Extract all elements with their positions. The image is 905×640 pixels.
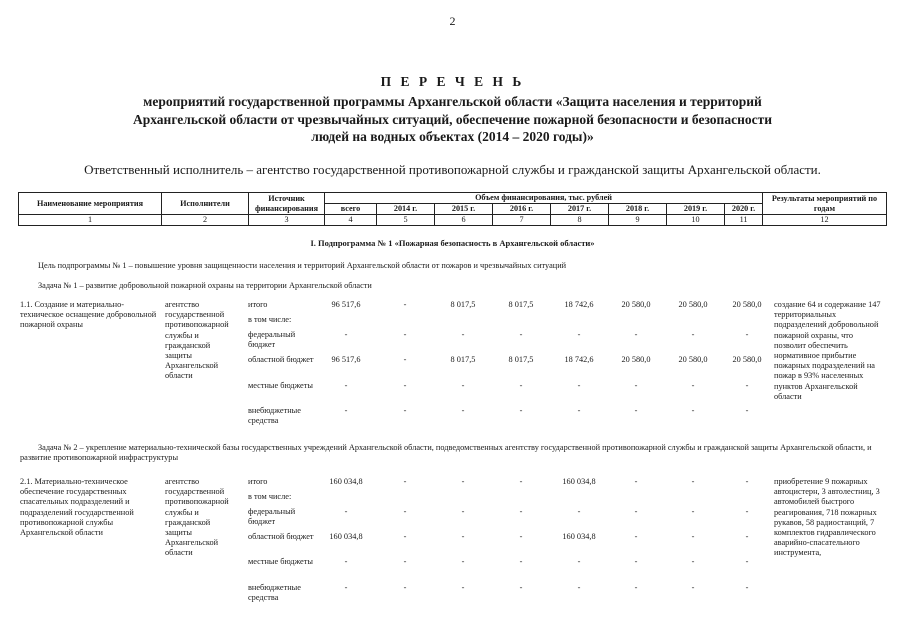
funding-value: -: [634, 532, 638, 541]
funding-value: -: [344, 507, 348, 516]
col-number: 3: [249, 215, 325, 226]
source-federal-label: федеральный бюджет: [248, 507, 296, 527]
funding-value: -: [634, 406, 638, 415]
funding-value: 160 034,8: [562, 532, 596, 541]
funding-value: -: [691, 406, 695, 415]
funding-value: -: [344, 406, 348, 415]
item1-result: создание 64 и содержание 147 территориальных подразделений добровольной пожарной охраны, что позволит обеспечить нормативное прибытие пожарных подразделений на пожар в 93% населенных пунктов Архангельской области: [774, 300, 881, 401]
source-regional-label: областной бюджет: [248, 355, 314, 364]
funding-value: -: [461, 557, 465, 566]
funding-value: -: [745, 406, 749, 415]
funding-value: -: [691, 557, 695, 566]
header-table: [18, 192, 887, 226]
source-extra-label: внебюджетные средства: [248, 406, 301, 426]
funding-value: -: [403, 300, 407, 309]
item2-name: 2.1. Материально-техническое обеспечение государственных спасательных подразделений и подразделений государственной противопожарной службы Архангельской области: [20, 477, 134, 538]
funding-value: 96 517,6: [331, 355, 361, 364]
funding-value: 20 580,0: [621, 300, 651, 309]
source-local-label: местные бюджеты: [248, 557, 313, 566]
task2-text: Задача № 2 – укрепление материально-технической базы государственных учреждений Архангельской области, подведомственных агентству государственной противопожарной службы и гражданской защиты Архангельской области, и развитие противопожарной инфраструктуры: [20, 443, 872, 463]
col-number: 1: [19, 215, 162, 226]
funding-value: -: [403, 406, 407, 415]
funding-value: -: [403, 583, 407, 592]
source-extra-label: внебюджетные средства: [248, 583, 301, 603]
item1-name: 1.1. Создание и материально-техническое оснащение добровольной пожарной охраны: [20, 300, 157, 330]
funding-value: 20 580,0: [732, 300, 762, 309]
funding-value: -: [634, 507, 638, 516]
col-header-year: 2016 г.: [493, 204, 551, 215]
funding-value: -: [691, 507, 695, 516]
funding-value: 20 580,0: [678, 300, 708, 309]
funding-value: -: [519, 532, 523, 541]
funding-value: -: [577, 381, 581, 390]
col-number: 4: [325, 215, 377, 226]
col-header-year: 2014 г.: [377, 204, 435, 215]
col-header-year: 2020 г.: [725, 204, 763, 215]
funding-value: -: [403, 557, 407, 566]
funding-value: -: [403, 330, 407, 339]
funding-value: -: [403, 532, 407, 541]
funding-value: -: [634, 583, 638, 592]
item1-executor: агентство государственной противопожарной службы и гражданской защиты Архангельской области: [165, 300, 229, 381]
funding-value: 20 580,0: [621, 355, 651, 364]
funding-value: -: [577, 583, 581, 592]
source-regional-label: областной бюджет: [248, 532, 314, 541]
funding-value: 96 517,6: [331, 300, 361, 309]
source-federal-label: федеральный бюджет: [248, 330, 296, 350]
funding-value: 20 580,0: [732, 355, 762, 364]
funding-value: -: [519, 381, 523, 390]
funding-value: 8 017,5: [450, 355, 476, 364]
item2-executor: агентство государственной противопожарной службы и гражданской защиты Архангельской области: [165, 477, 229, 558]
source-total-label: итого: [248, 300, 268, 309]
funding-value: 18 742,6: [564, 355, 594, 364]
col-header-year: 2018 г.: [609, 204, 667, 215]
funding-value: -: [577, 557, 581, 566]
funding-value: -: [344, 330, 348, 339]
funding-value: 18 742,6: [564, 300, 594, 309]
funding-value: -: [634, 381, 638, 390]
funding-value: -: [344, 583, 348, 592]
funding-value: -: [461, 381, 465, 390]
col-header-name: Наименование мероприятия: [19, 193, 162, 215]
funding-value: -: [745, 477, 749, 486]
funding-value: 8 017,5: [508, 355, 534, 364]
funding-value: -: [634, 330, 638, 339]
funding-value: 160 034,8: [329, 477, 363, 486]
source-local-label: местные бюджеты: [248, 381, 313, 390]
funding-value: 20 580,0: [678, 355, 708, 364]
page-number: 2: [449, 14, 456, 28]
col-number: 8: [551, 215, 609, 226]
funding-value: -: [634, 477, 638, 486]
funding-value: -: [461, 507, 465, 516]
subprogram-heading: I. Подпрограмма № 1 «Пожарная безопасность в Архангельской области»: [310, 238, 595, 248]
task1-text: Задача № 1 – развитие добровольной пожарной охраны на территории Архангельской области: [38, 281, 372, 290]
funding-value: -: [691, 381, 695, 390]
col-number: 6: [435, 215, 493, 226]
source-incl-label: в том числе:: [248, 315, 292, 324]
funding-value: -: [519, 406, 523, 415]
goal-text: Цель подпрограммы № 1 – повышение уровня защищенности населения и территорий Архангельской области от пожаров и чрезвычайных ситуаций: [38, 261, 567, 270]
funding-value: -: [344, 557, 348, 566]
funding-value: -: [403, 381, 407, 390]
funding-value: -: [577, 406, 581, 415]
funding-value: -: [403, 477, 407, 486]
document-subtitle: мероприятий государственной программы Архангельской области «Защита населения и территорий Архангельской области от чрезвычайных ситуаций, обеспечение пожарной безопасности и безопасности людей на водных объектах (2014 – 2020 годы)»: [132, 94, 773, 144]
source-incl-label: в том числе:: [248, 492, 292, 501]
funding-value: -: [461, 406, 465, 415]
funding-value: -: [691, 583, 695, 592]
funding-value: 160 034,8: [562, 477, 596, 486]
col-number: 7: [493, 215, 551, 226]
funding-value: -: [519, 477, 523, 486]
funding-value: 8 017,5: [508, 300, 534, 309]
funding-value: -: [519, 330, 523, 339]
funding-value: -: [344, 381, 348, 390]
document-title: П Е Р Е Ч Е Н Ь: [380, 74, 525, 89]
col-number: 10: [667, 215, 725, 226]
col-header-results: Результаты мероприятий по годам: [763, 193, 887, 215]
funding-value: -: [461, 330, 465, 339]
funding-value: -: [745, 557, 749, 566]
col-header-source: Источник финансирования: [249, 193, 325, 215]
funding-value: -: [461, 532, 465, 541]
funding-value: -: [745, 532, 749, 541]
funding-value: -: [745, 381, 749, 390]
funding-value: 8 017,5: [450, 300, 476, 309]
funding-value: -: [577, 330, 581, 339]
funding-value: -: [745, 583, 749, 592]
col-number: 11: [725, 215, 763, 226]
col-number: 5: [377, 215, 435, 226]
col-header-year: 2017 г.: [551, 204, 609, 215]
funding-value: -: [461, 583, 465, 592]
funding-value: -: [577, 507, 581, 516]
funding-value: -: [745, 507, 749, 516]
funding-value: 160 034,8: [329, 532, 363, 541]
funding-value: -: [691, 330, 695, 339]
col-number: 12: [763, 215, 887, 226]
funding-value: -: [403, 507, 407, 516]
funding-value: -: [519, 583, 523, 592]
funding-value: -: [691, 477, 695, 486]
col-header-year: 2019 г.: [667, 204, 725, 215]
funding-value: -: [634, 557, 638, 566]
item2-result: приобретение 9 пожарных автоцистерн, 3 автолестниц, 3 автомобилей быстрого реагирования, 718 пожарных рукавов, 58 радиостанций, 7 комплектов гидравлического аварийно-спасательного инструмента,: [774, 477, 880, 558]
col-header-total: всего: [325, 204, 377, 215]
funding-value: -: [691, 532, 695, 541]
funding-value: -: [745, 330, 749, 339]
funding-value: -: [519, 557, 523, 566]
col-header-funding: Объем финансирования, тыс. рублей: [325, 193, 763, 204]
col-number: 2: [162, 215, 249, 226]
responsible-executor: Ответственный исполнитель – агентство государственной противопожарной службы и гражданской защиты Архангельской области.: [84, 162, 821, 177]
funding-value: -: [403, 355, 407, 364]
col-number: 9: [609, 215, 667, 226]
funding-value: -: [461, 477, 465, 486]
col-header-executors: Исполнители: [162, 193, 249, 215]
col-header-year: 2015 г.: [435, 204, 493, 215]
source-total-label: итого: [248, 477, 268, 486]
funding-value: -: [519, 507, 523, 516]
